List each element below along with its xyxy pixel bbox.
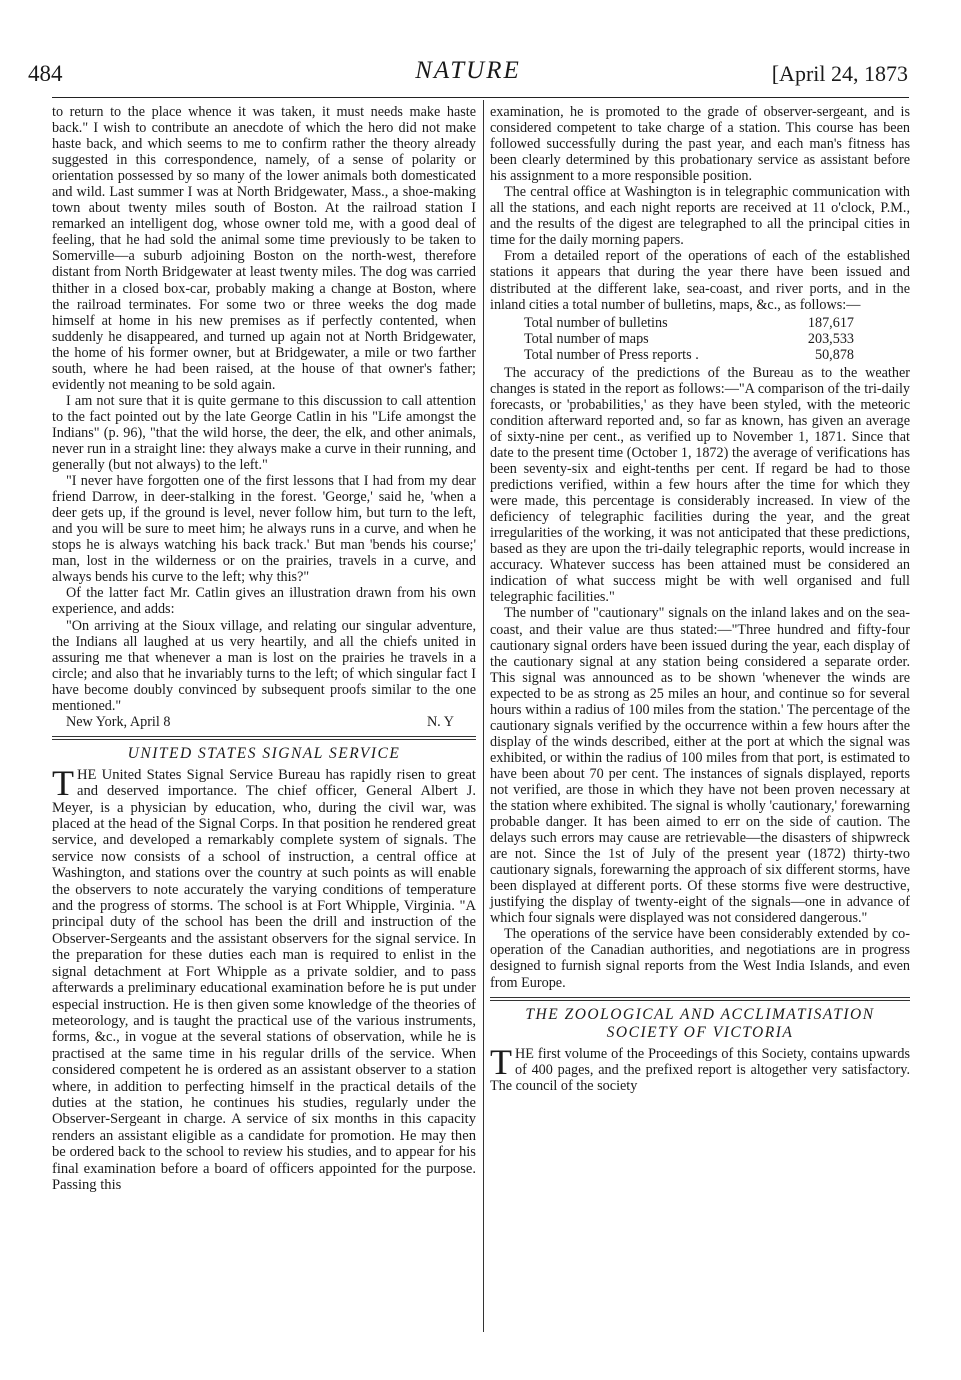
- header-rule: [52, 97, 909, 98]
- paragraph: The accuracy of the predictions of the Bureau as to the weather changes is stated in the report as follows:—"A comparison of the tri-daily forecasts, or 'probabilities,' as they have been styled, with the meteoric condition afterward reported and, so far as known, has given an average of sixty-nine per cent., as verified up to November 1, 1871. Since that date to the present time (October 1, 1872) the average of verifications has been seventy-six and eight-tenths per cent. If regard be had to those predictions verified, within a few hours after the time for which they were made, this percentage is considerably increased. In view of the deficiency of telegraphic facilities during the year, and the great irregularities of the working, it was not anticipated that these predictions, based as they are upon the tri-daily telegraphic reports, would increase in accuracy. Whatever success has been attained must be considered an indication of what success might be with well organised and full telegraphic facilities.": [490, 364, 910, 606]
- paragraph-text: HE first volume of the Proceedings of this Society, contains upwards of 400 pages, and the prefixed report is altogether very satisfactory. The council of the society: [490, 1045, 910, 1094]
- table-label: Total number of bulletins: [524, 314, 668, 331]
- table-value: 187,617: [807, 314, 854, 331]
- table-row: [524, 315, 854, 331]
- section-title: THE ZOOLOGICAL AND ACCLIMATISATION SOCIETY OF VICTORIA: [525, 1005, 875, 1041]
- totals-table: [524, 315, 854, 363]
- table-label: Total number of Press reports .: [524, 346, 699, 363]
- paragraph-text: HE United States Signal Service Bureau has rapidly risen to great and deserved importance. The chief officer, General Albert J. Meyer, is a physician by education, who, during the civil war, was placed at the head of the Signal Corps. In that position he rendered great service, and developed a remarkably complete system of signals. The service now consists of a school of instruction, a central office at Washington, and stations over the country at such points as will enable the observers to note accurately the varying conditions of temperature and the progress of storms. The school is at Fort Whipple, Virginia. "A principal duty of the school has been the drill and instruction of the Observer-Sergeants and the assistant observers for the signal service. In the preparation for these duties each man is required to enlist in the signal detachment at Fort Whipple as a private soldier, and to pass afterwards a preliminary educational examination before he is put under especial instruction. He is then given some knowledge of the theories of meteorology, and is taught the practical use of the various instruments, forms, &c., in vogue at the several stations of observation, while he is practised at the same time in his regular drills of the service. When considered competent he is ordered as an assistant observer to a station where, in addition to perfecting himself in the practical details of the duties at the station, he continues his studies, regularly under the Observer-Sergeant in charge. A service of six months in this capacity renders an assistant eligible as a candidate for promotion. He may then be ordered back to the school to review his studies, and to appear for his final examination before a board of officers appointed for the purpose. Passing this: [52, 766, 476, 1193]
- table-label: Total number of maps: [524, 330, 649, 347]
- section-separator: [52, 736, 476, 740]
- left-column: [52, 104, 476, 1193]
- page-number: 484: [28, 61, 63, 86]
- right-column: [490, 104, 910, 1094]
- page-header: [28, 55, 908, 95]
- paragraph: The number of "cautionary" signals on the inland lakes and on the sea-coast, and their value are thus stated:—"Three hundred and fifty-four cautionary signal orders have been issued during the year, each display of the cautionary signal at any station being considered a separate order. This signal was announced as to be shown 'whenever the winds are expected to be as strong as 25 miles an hour, and continue so for several hours within a radius of 100 miles from the station.' The percentage of the cautionary signals verified by the occurrence within a few hours after the display of the winds described, either at the port at which the signal was exhibited, or within the radius of 100 miles from that port, is estimated to have been about 70 per cent. The instances of signals displayed, reports not verified, are those in which they have not been proven necessary at the station where exhibited. The signal is wholly 'cautionary,' forewarning probable danger. It has been aimed to err on the side of caution. The delays such errors may cause are retrievable—the disasters of shipwreck are not. Since the 1st of July of the present year (1872) thirty-two cautionary signals, forewarning the approach of six different storms, have been displayed at different ports. Of these storms five were destructive, justifying the display of twenty-eight of the signals—one in advance of which four signals were displayed was not considered dangerous.": [490, 605, 910, 927]
- journal-title: NATURE: [415, 57, 521, 84]
- paragraph: "On arriving at the Sioux village, and relating our singular adventure, the Indians all laughed at us very heartily, and all the chiefs united in assuring me that whenever a man is lost on the prairies he travels in a circle; and also that he invariably turns to the left; of which singular fact I have become doubly convinced by subsequent proofs similar to the one mentioned.": [52, 617, 476, 714]
- signature-initials: N. Y: [426, 713, 454, 730]
- paragraph: [490, 1041, 910, 1094]
- paragraph: The central office at Washington is in telegraphic communication with all the stations, and each night reports are received at 11 o'clock, P.M., and the results of the digest are telegraphed to all the principal cities in time for the daily morning papers.: [490, 184, 910, 249]
- table-value: 50,878: [814, 346, 854, 363]
- letter-signature: [52, 714, 476, 730]
- signature-place: New York, April 8: [66, 713, 171, 730]
- paragraph: examination, he is promoted to the grade of observer-sergeant, and is considered competent to take charge of a station. This course has been followed successfully during the past year, and each man's fitness has been clearly determined by this probationary service as assistant before his assignment to a more responsible position.: [490, 104, 910, 185]
- section-separator: [490, 997, 910, 1001]
- table-row: [524, 331, 854, 347]
- table-row: [524, 347, 854, 363]
- paragraph: Of the latter fact Mr. Catlin gives an illustration drawn from his own experience, and adds:: [52, 585, 476, 618]
- paragraph: The operations of the service have been considerably extended by co-operation of the Canadian authorities, and negotiations are in progress designed to furnish signal reports from the West India Islands, and even from Europe.: [490, 926, 910, 991]
- paragraph: I am not sure that it is quite germane to this discussion to call attention to the fact pointed out by the late George Catlin in his "Life amongst the Indians" (p. 96), "that the wild horse, the deer, the elk, and other animals, never run in a straight line: they always make a curve in their running, and generally (but not always) to the left.": [52, 392, 476, 474]
- table-value: 203,533: [807, 330, 854, 347]
- paragraph: [52, 762, 476, 1194]
- column-divider: [483, 100, 484, 1332]
- drop-cap: T: [52, 762, 74, 803]
- drop-cap: T: [490, 1041, 512, 1082]
- section-title: UNITED STATES SIGNAL SERVICE: [127, 744, 401, 762]
- issue-date: [April 24, 1873: [771, 61, 908, 86]
- paragraph: "I never have forgotten one of the first lessons that I had from my dear friend Darrow, in deer-stalking in the forest. 'George,' said he, 'when a deer gets up, if the ground is level, never follow him, but turn to the left, and you will be sure to meet him; he always runs in a curve, and when he stops he is always watching his back track.' But man 'bends his course;' man, lost in the wilderness or on the prairies, travels in a curve, and always bends his curve to the left; why this?": [52, 473, 476, 586]
- paragraph: From a detailed report of the operations of each of the established stations it appears that during the year there have been issued and distributed at the different lake, sea-coast, and river ports, and in the inland cities a total number of bulletins, maps, &c., as follows:—: [490, 248, 910, 313]
- paragraph: to return to the place whence it was taken, it must needs make haste back." I wish to contribute an anecdote of which the hero did not make haste back, and which seems to me to confirm rather the theory already suggested in this correspondence, namely, of a sense of polarity or orientation possessed by so many of the lower animals both domesticated and wild. Last summer I was at North Bridgewater, Mass., a shoe-making town about twenty miles south of Boston. At the railroad station I remarked an intelligent dog, whose owner told me, with a good deal of feeling, that he had sold the animal some time previously to be taken to Somerville—a suburb adjoining Boston on the north-west, therefore distant from North Bridgewater at least twenty miles. The dog was carried thither in a closed box-car, probably making a change at Boston, where the railroad terminates. For some two or three weeks the dog made himself at home in his new premises as if perfectly contented, when suddenly he disappeared, and turned up again not at North Bridgewater, the home of his former owner, but at Bridgewater, a mile or two farther south, where he had been raised, at the house of that owner's father; evidently not meaning to be sold again.: [52, 104, 476, 393]
